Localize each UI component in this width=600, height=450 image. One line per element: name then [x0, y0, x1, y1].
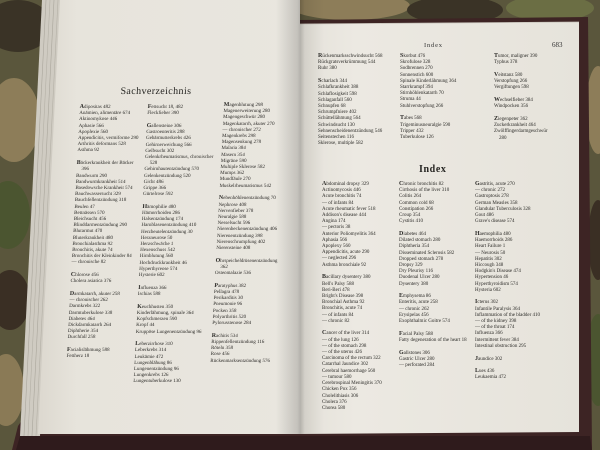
- index-entry: Gout 486: [475, 213, 494, 219]
- index-entry: Hysterie 602: [138, 273, 165, 279]
- index-entry: Cerebral haemorrhage 560: [322, 368, 376, 374]
- index-entry: Carcinoma of the rectum 322: [322, 356, 381, 362]
- index-entry: Bauchwassersucht 329: [74, 192, 121, 198]
- index-entry: Pylorusstenose 284: [212, 321, 252, 326]
- index-entry: Bettnässen 570: [73, 210, 105, 216]
- index-entry: Ohrspeicheldrüsenentzündung 362: [215, 257, 278, 270]
- index-entry: Starrkrampf 394: [400, 85, 433, 91]
- index-entry: Basedowsche Krankheit 574: [75, 185, 133, 191]
- index-entry: Hodgkin's Disease 474: [475, 269, 521, 275]
- index-entry: Haemophilia 480: [475, 230, 511, 237]
- index-entry: Tabes 568: [400, 115, 422, 122]
- index-group: [494, 53, 556, 66]
- index-entry: Paratyphus 382: [214, 282, 247, 289]
- index-entry: Mumps 362: [220, 171, 245, 177]
- index-entry: German Measles 358: [475, 200, 518, 206]
- index-entry: Blutarmut 470: [72, 229, 103, 235]
- index-entry: Sodbrennen 270: [400, 66, 433, 72]
- index-entry: Schwindsucht 130: [318, 122, 355, 128]
- index-entry: Hämorrhoiden 286: [141, 211, 181, 217]
- index-entry: Magenblutung 298: [223, 102, 263, 108]
- index-group: [400, 115, 478, 141]
- index-entry: Ziegenpeter 362: [494, 115, 528, 122]
- index-entry: Gehirnerweichung 566: [145, 142, 192, 148]
- index-entry: Schnupfen 68: [318, 103, 346, 109]
- index-entry: Leukaemia 472: [475, 375, 506, 381]
- index-entry: Nebenhöhlenentzündung 70: [218, 195, 276, 202]
- running-head: Index: [424, 42, 443, 49]
- index-entry: Disseminated Sclerosis 582: [399, 250, 455, 256]
- index-entry: Schlafkrankheit 388: [318, 85, 359, 91]
- index-entry: Anterior Poliomyelitis 364: [322, 231, 376, 237]
- index-entry: Catarrhal Jaundice 302: [322, 362, 369, 368]
- index-entry: Schlaganfall 560: [318, 97, 352, 103]
- index-entry: Gallstones 306: [399, 349, 430, 356]
- index-entry: Hepatitis 302: [475, 256, 502, 262]
- index-entry: Wechselfieber 384: [494, 97, 533, 104]
- index-entry: Dysentery 380: [399, 281, 429, 287]
- index-entry: Influenza 366: [138, 284, 167, 291]
- index-entry: Dickdarmkatarrh 264: [68, 323, 112, 328]
- index-entry: Stuhlverstopfung 266: [400, 103, 444, 109]
- index-entry: Abdominal dropsy 329: [322, 181, 369, 187]
- index-entry: Tripper 432: [400, 128, 424, 134]
- index-entry: Skrofulose 328: [400, 60, 431, 66]
- index-entry: — chronischer 262: [69, 298, 108, 304]
- index-entry: Rachitis 534: [211, 332, 238, 339]
- index-entry: Gebärmutterkrebs 426: [145, 136, 191, 142]
- index-entry: Stirnhöhlenkatarrh 70: [400, 91, 444, 97]
- index-entry: — chronic 82: [322, 318, 350, 324]
- index-entry: Malaria 384: [221, 146, 246, 152]
- index-entry: Halsentzündung 174: [141, 217, 184, 223]
- index-entry: Struma 44: [400, 97, 421, 103]
- index-entry: Hirnblutung 560: [139, 254, 174, 260]
- index-entry: Fleckfieber 390: [147, 111, 179, 117]
- index-entry: Gelbsucht 302: [145, 148, 175, 154]
- continued-column-2: [400, 53, 478, 147]
- index-entry: Constipation 266: [399, 206, 434, 212]
- index-entry: Perikarditis 30: [213, 296, 244, 302]
- index-group: [475, 299, 547, 350]
- index-entry: Leukämie 472: [134, 354, 164, 360]
- index-entry: Lungenentzündung 96: [133, 367, 179, 373]
- index-group: [494, 72, 556, 92]
- index-entry: Magenkrebs 298: [221, 134, 256, 140]
- index-entry: Dry Pleurisy 116: [399, 269, 433, 275]
- index-entry: Rippenfellentzündung 116: [211, 339, 265, 345]
- index-group: [322, 274, 394, 325]
- index-entry: Hysteria 602: [475, 287, 501, 293]
- index-entry: Hyperthyreose 574: [138, 266, 178, 272]
- index-entry: — of the throat 174: [475, 325, 515, 331]
- index-group: [318, 78, 394, 147]
- index-entry: Herzbeutelentzündung 30: [140, 229, 193, 235]
- index-entry: Cystitis 410: [399, 219, 424, 225]
- index-entry: Ischias 588: [137, 291, 161, 297]
- index-group: [475, 231, 547, 294]
- index-column-3: [475, 181, 547, 387]
- index-group: [322, 330, 394, 412]
- index-entry: Zuckerkrankheit 464: [494, 123, 536, 129]
- index-group: [475, 368, 547, 381]
- index-entry: Bronchitis, akute 74: [71, 247, 113, 253]
- index-entry: Aphasie 566: [78, 123, 104, 129]
- index-entry: Masern 354: [220, 152, 245, 158]
- index-entry: Tuberkulose 126: [400, 134, 434, 140]
- index-entry: Seitenstechen 116: [318, 134, 355, 140]
- index-entry: Osteomalazie 536: [214, 271, 252, 277]
- index-entry: Bright's Disease 398: [322, 293, 364, 299]
- index-entry: Herzschwäche 1: [140, 242, 174, 248]
- index-entry: Neuralgie 588: [217, 214, 247, 220]
- index-entry: Aktinomykose 446: [78, 117, 118, 123]
- index-entry: Chicken Pox 356: [322, 387, 357, 393]
- index-entry: Darmtuberkulose 338: [68, 310, 113, 316]
- index-entry: Gallensteine 306: [146, 122, 182, 129]
- index-entry: Diphtherie 354: [67, 329, 99, 335]
- index-entry: Beri-Beri 478: [322, 287, 350, 293]
- index-entry: Migräne 590: [220, 158, 247, 164]
- index-title: Index: [419, 164, 447, 175]
- index-entry: Scharlach 344: [318, 78, 348, 85]
- index-entry: Gelenkrheumatismus, chronischer 528: [144, 154, 214, 167]
- index-entry: Kruppöse Lungenentzündung 96: [135, 329, 202, 335]
- index-column-2: [399, 181, 471, 375]
- index-entry: Kopfschmerzen 590: [136, 317, 178, 323]
- index-entry: Actinomycosis 446: [322, 188, 361, 194]
- index-entry: Haemorrhoids 286: [475, 238, 513, 244]
- index-entry: Nervenfieber 378: [218, 208, 254, 214]
- index-entry: Keuchhusten 350: [137, 303, 174, 310]
- index-entry: Bronchialasthma 92: [72, 241, 113, 247]
- index-entry: Gastroptosis 278: [475, 194, 509, 200]
- index-entry: Diabetes 464: [68, 316, 95, 322]
- index-entry: Diabetes 464: [399, 230, 426, 237]
- index-entry: Magengeschwür 280: [222, 115, 265, 121]
- index-entry: Chorea 580: [322, 405, 346, 411]
- index-entry: Herzneurose 50: [140, 235, 173, 241]
- index-entry: Angina 174: [322, 219, 346, 225]
- index-entry: Intermittent fever 384: [475, 337, 519, 343]
- index-entry: Rückenmarksschwindsucht 568: [318, 53, 383, 59]
- index-entry: Addison's disease 444: [322, 213, 367, 219]
- index-entry: Glandular Tuberculosis 328: [475, 206, 531, 212]
- index-entry: Apoplexy 560: [322, 244, 351, 250]
- index-entry: — Neurosis 50: [475, 250, 506, 256]
- index-entry: Colitis 264: [399, 194, 422, 200]
- index-entry: Fettherz 18: [66, 354, 90, 360]
- index-entry: Bronchitis der Kleinkinder 84: [71, 254, 132, 260]
- index-entry: Anämien, alimentäre 674: [79, 111, 131, 117]
- index-entry: Influenza 366: [475, 331, 503, 337]
- index-entry: Croup 354: [399, 213, 421, 219]
- index-entry: Chronic bronchitis 82: [399, 181, 444, 187]
- index-entry: Asthma 92: [77, 148, 100, 154]
- index-entry: Duodenal Ulcer 280: [399, 275, 440, 281]
- index-entry: Hochdruckkrankheit 46: [139, 260, 187, 266]
- index-column-1: [322, 181, 394, 418]
- index-entry: Apoplexie 560: [78, 129, 109, 135]
- index-entry: Arthritis deformans 528: [77, 142, 126, 148]
- index-entry: Dilated stomach 280: [399, 238, 441, 244]
- index-entry: — of the kidney 398: [475, 319, 517, 325]
- index-entry: Kropf 44: [136, 323, 155, 329]
- index-entry: Leberzirrhose 310: [135, 341, 173, 348]
- index-entry: Hämophilie 480: [142, 203, 176, 210]
- index-entry: Gehirnhautentzündung 570: [144, 167, 200, 173]
- index-entry: Kinderlähmung, spinale 364: [136, 310, 194, 316]
- index-entry: Typhus 378: [494, 60, 518, 66]
- index-group: [399, 181, 471, 225]
- index-entry: Dropsy 329: [399, 262, 423, 268]
- index-entry: Hexenschuss 542: [139, 248, 176, 254]
- index-group: [475, 356, 547, 363]
- index-entry: Inflammation of the bladder 410: [475, 312, 540, 318]
- index-entry: Multiple Sklerose 582: [220, 165, 266, 171]
- index-entry: Gicht 486: [143, 179, 164, 185]
- index-group: [399, 350, 471, 370]
- index-entry: Bleichsucht 456: [73, 216, 107, 222]
- index-entry: Bandwurm 290: [75, 173, 108, 179]
- index-entry: Enteritis, acute 258: [399, 300, 438, 306]
- index-entry: Sonnenstich 600: [400, 72, 434, 78]
- index-entry: Pocken 358: [212, 308, 237, 314]
- index-entry: — of the stomach 298: [322, 343, 367, 349]
- index-entry: Dropped stomach 278: [399, 256, 444, 262]
- index-entry: Rose 456: [210, 352, 230, 358]
- index-entry: Schüttellähmung 564: [318, 116, 361, 122]
- index-entry: Hyperthyroidism 574: [475, 281, 518, 287]
- index-entry: Bell's Palsy 588: [322, 281, 355, 287]
- index-entry: Appendicitis, vermiforme 290: [77, 136, 139, 142]
- index-entry: Nierensteine 408: [216, 245, 251, 251]
- index-entry: Adipositas 482: [79, 104, 111, 110]
- index-entry: Gürtelrose 592: [142, 192, 174, 198]
- index-entry: Cirrhosis of the liver 310: [399, 188, 450, 194]
- index-entry: Lungenblähung 86: [134, 360, 172, 366]
- index-entry: Cerebrospinal Meningitis 370: [322, 381, 382, 387]
- index-entry: Schrumpfniere 402: [318, 110, 357, 116]
- index-entry: Gastric Ulcer 280: [399, 356, 435, 362]
- index-entry: Verstopfung 266: [494, 79, 528, 85]
- index-entry: Darmkatarrh, akuter 258: [69, 290, 120, 297]
- index-entry: Acute rheumatic fever 518: [322, 206, 376, 212]
- index-entry: — chronic 262: [399, 306, 429, 312]
- index-entry: — pectoris 38: [322, 225, 351, 231]
- index-entry: Facialislähmung 588: [66, 347, 110, 354]
- index-entry: Mundfäule 270: [219, 177, 251, 183]
- index-entry: Nephrose 408: [218, 202, 247, 208]
- index-entry: Pneumonie 96: [213, 302, 243, 308]
- index-entry: — of infants 84: [322, 312, 354, 318]
- index-entry: Common cold 68: [399, 200, 434, 206]
- index-entry: Darmkrebs 322: [69, 304, 101, 310]
- index-entry: Cholera asiatica 376: [70, 279, 112, 285]
- index-entry: Jaundice 302: [475, 355, 503, 362]
- index-entry: Grippe 366: [143, 185, 167, 191]
- index-entry: Trigeminusneuralgie 590: [400, 122, 451, 128]
- index-entry: Leberkrebs 314: [134, 348, 167, 354]
- index-entry: Bluterkrankheit 480: [72, 235, 114, 241]
- index-entry: Infantile Paralysis 364: [475, 306, 520, 312]
- index-group: [494, 116, 556, 142]
- index-entry: — chronic 272: [475, 188, 505, 194]
- index-entry: — chronische 82: [71, 260, 106, 266]
- index-entry: Durchfall 258: [67, 335, 96, 341]
- index-entry: Rückgratsverkrümmung 544: [318, 60, 376, 66]
- index-entry: Bronchitis, acute 74: [322, 306, 363, 312]
- index-entry: Exophthalmic Goitre 574: [399, 319, 450, 325]
- index-entry: Intestinal obstruction 295: [475, 343, 527, 349]
- index-group: [399, 231, 471, 288]
- index-entry: Grave's disease 574: [475, 219, 515, 225]
- index-entry: Nierenschrumpfung 402: [216, 239, 266, 245]
- index-entry: — neglected 296: [322, 256, 357, 262]
- index-entry: Gelenkentzündung 520: [143, 173, 191, 179]
- index-entry: Sehnenscheidenentzündung 546: [318, 128, 383, 134]
- index-entry: Blinddarmentzündung 290: [73, 223, 128, 229]
- index-entry: Chlorose 456: [70, 272, 99, 279]
- index-entry: Appendicitis, acute 290: [322, 250, 370, 256]
- index-group: [399, 293, 471, 325]
- index-entry: Icterus 302: [475, 299, 499, 306]
- index-entry: Aphasia 566: [322, 237, 348, 243]
- index-entry: Schlaflosigkeit 598: [318, 91, 357, 97]
- page-title: Sachverzeichnis: [120, 86, 192, 97]
- index-group: [322, 181, 394, 269]
- index-entry: Cancer of the liver 314: [322, 330, 370, 337]
- index-entry: — chronischer 272: [222, 127, 261, 133]
- index-entry: Bronchial Asthma 92: [322, 300, 365, 306]
- index-entry: Ruhr 380: [318, 66, 337, 72]
- index-entry: Nierenbeckenentzündung 406: [217, 227, 278, 233]
- index-entry: Lungentuberkulose 130: [133, 379, 181, 385]
- index-entry: Polyarthritis 520: [212, 314, 247, 320]
- index-group: [400, 53, 478, 110]
- index-entry: Magenerweiterung 280: [223, 109, 271, 115]
- index-entry: Acute bronchitis 74: [322, 194, 362, 200]
- index-entry: Gastritis, acute 270: [475, 181, 515, 187]
- index-entry: Zwölffingerdarmgeschwür 280: [494, 129, 548, 141]
- index-entry: Tumor, maligner 390: [494, 53, 538, 59]
- index-entry: Facial Palsy 588: [399, 330, 433, 337]
- index-entry: Skorbut 476: [400, 53, 426, 59]
- index-entry: — tumour 580: [322, 374, 352, 380]
- index-entry: Bäckerkrankheit der Bäcker 396: [76, 160, 134, 173]
- index-group: [399, 331, 471, 344]
- index-entry: Cholera 376: [322, 399, 347, 405]
- index-entry: Vergiftungen 598: [494, 85, 529, 91]
- index-entry: Magensenkung 278: [221, 140, 262, 146]
- index-entry: Hypertension 46: [475, 275, 509, 281]
- continued-column-3: [494, 53, 556, 147]
- index-entry: Gastroenteritis 288: [146, 130, 185, 136]
- index-entry: Diphtheria 354: [399, 244, 430, 250]
- index-entry: Cholelithiasis 306: [322, 393, 359, 399]
- index-entry: Muskelrheumatismus 542: [219, 183, 272, 189]
- index-entry: Heart Failure 1: [475, 244, 506, 250]
- index-entry: — of the lung 126: [322, 337, 359, 343]
- index-entry: Bacillary dysentery 380: [322, 274, 371, 281]
- index-entry: Spinale Kinderlähmung 364: [400, 78, 457, 84]
- index-entry: Bauchfellentzündung 318: [74, 198, 127, 204]
- index-entry: — perforated 284: [399, 363, 435, 369]
- index-entry: Nierenentzündung 398: [216, 233, 263, 239]
- index-entry: Asthma bronchiale 92: [322, 262, 367, 268]
- index-entry: Emphysema 86: [399, 293, 431, 300]
- index-entry: Lues 436: [475, 368, 495, 375]
- continued-column-1: [318, 53, 394, 153]
- index-entry: Röteln 358: [210, 346, 234, 352]
- index-entry: Fatty degeneration of the heart 18: [399, 337, 467, 343]
- index-entry: Hiccough 348: [475, 262, 504, 268]
- index-entry: Veitstanz 580: [494, 71, 523, 78]
- index-entry: Fettsucht 18, 482: [147, 104, 184, 110]
- index-group: [494, 97, 556, 110]
- index-entry: Pellagra 478: [213, 289, 240, 295]
- index-entry: Bandwurmkrankheit 514: [75, 179, 126, 185]
- index-group: [318, 53, 394, 73]
- index-entry: Erysipelas 456: [399, 312, 429, 318]
- index-entry: Windpocken 356: [494, 104, 529, 110]
- index-entry: — of infants 84: [322, 200, 354, 206]
- index-entry: — of the uterus 426: [322, 350, 362, 356]
- index-entry: Harnblasenentzündung 410: [141, 223, 197, 229]
- index-entry: Nesselsucht 596: [217, 221, 251, 227]
- index-entry: Beulen 47: [74, 204, 95, 210]
- index-entry: Lungenkrebs 126: [133, 373, 169, 379]
- index-entry: Rückenmarksentzündung 576: [210, 358, 271, 364]
- index-entry: Sklerose, multiple 582: [318, 141, 364, 147]
- index-group: [475, 181, 547, 225]
- index-entry: Magenkatarrh, akuter 270: [222, 121, 275, 127]
- page-number: 683: [552, 41, 563, 49]
